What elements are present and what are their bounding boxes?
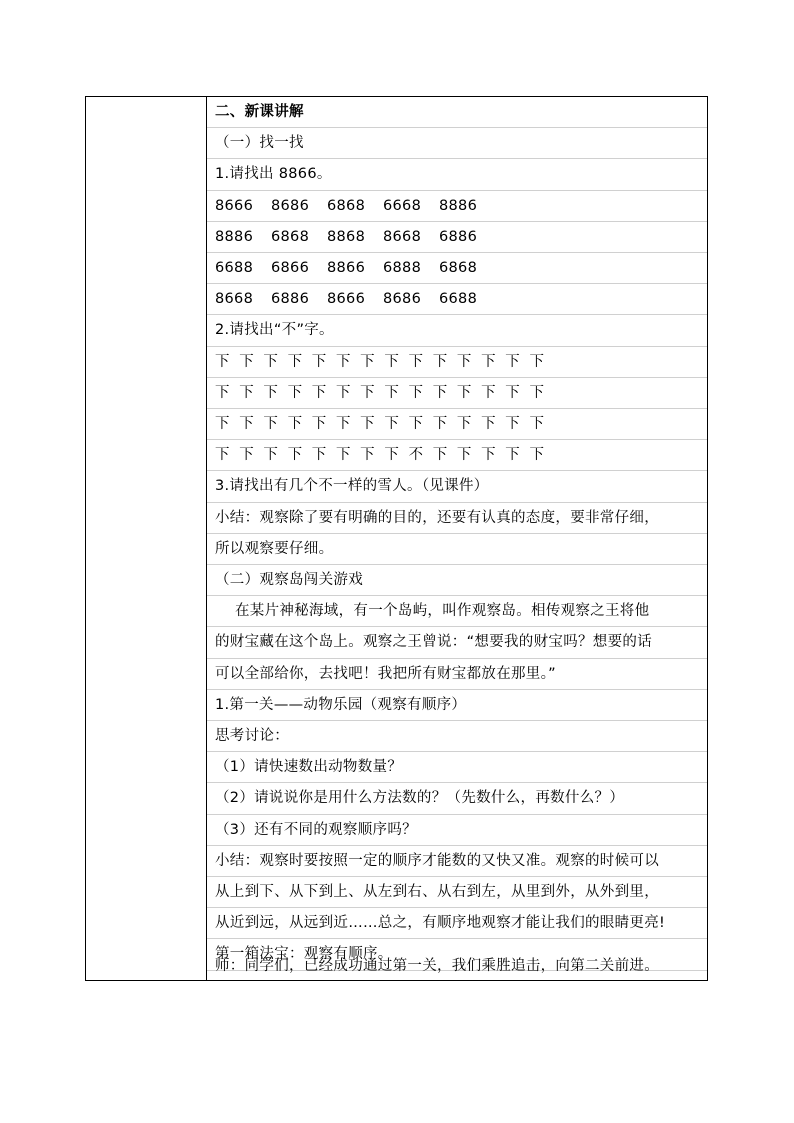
number-cell: 6866 [271,260,310,276]
char-cell: 下 [481,416,496,432]
discussion-label: 思考讨论： [215,728,289,744]
char-cell: 下 [311,447,327,464]
summary2-line: 从上到下、从下到上、从左到右、从右到左，从里到外，从外到里， [215,884,659,900]
char-cell: 下 [263,384,279,401]
char-row [207,378,707,409]
summary2-line: 从近到远，从远到近……总之，有顺序地观察才能让我们的眼睛更亮! [215,915,666,932]
summary1-line: 小结：观察除了要有明确的目的，还要有认真的态度，要非常仔细， [215,509,659,526]
char-row [207,440,707,471]
number-cell: 6868 [271,228,310,245]
content-line [207,783,707,814]
content-cell [207,97,707,980]
number-cell: 8666 [215,197,254,214]
char-cell: 下 [408,353,424,370]
story-line: 在某片神秘海域，有一个岛屿，叫作观察岛。相传观察之王将他 [235,603,650,620]
content-line [207,315,707,346]
char-cell: 下 [311,353,327,370]
part1-title: （一）找一找 [215,135,304,152]
number-cell: 6888 [383,260,422,276]
number-cell: 6668 [383,197,422,214]
char-cell: 下 [432,353,448,370]
char-cell: 下 [456,416,472,432]
char-row [207,409,707,440]
char-cell: 下 [360,384,375,401]
char-cell: 下 [239,416,254,432]
number-cell: 8886 [439,197,478,214]
char-cell: 下 [456,447,472,464]
story-line: 的财宝藏在这个岛上。观察之王曾说：“想要我的财宝吗？想要的话 [215,634,653,651]
char-cell: 下 [263,416,279,432]
content-line [207,815,707,846]
char-cell: 下 [287,416,303,432]
char-cell: 下 [456,353,472,370]
question-3: （3）还有不同的观察顺序吗？ [215,821,417,838]
teacher-line: 师：同学们，已经成功通过第一关，我们乘胜追击，向第二关前进。 [215,957,659,974]
char-cell: 下 [384,447,400,464]
char-cell: 下 [384,384,400,401]
char-cell: 下 [335,353,351,370]
char-cell: 下 [432,416,448,432]
char-cell: 下 [481,353,496,370]
treasure-line: 第一箱法宝：观察有顺序。 [215,946,393,963]
char-cell: 下 [215,447,230,464]
char-cell: 下 [360,447,375,464]
char-cell: 下 [505,447,521,464]
char-cell: 下 [239,353,254,370]
number-cell: 6886 [271,291,310,308]
number-row [207,284,707,315]
number-cell: 8686 [271,197,310,214]
char-cell: 下 [529,416,545,432]
content-line [207,752,707,783]
char-cell: 下 [408,416,424,432]
char-cell: 下 [215,384,230,401]
char-cell: 下 [529,447,545,464]
content-line [207,690,707,721]
number-cell: 8886 [215,228,254,245]
number-cell: 8686 [383,291,422,308]
number-row [207,253,707,284]
content-line [207,951,707,982]
content-line [207,503,707,534]
char-cell: 下 [481,447,496,464]
content-line [207,159,707,190]
content-line [207,128,707,159]
char-cell: 下 [335,416,351,432]
number-cell: 6688 [215,260,254,276]
content-line [207,565,707,596]
number-cell: 6886 [439,228,478,245]
story-line: 可以全部给你，去找吧！我把所有财宝都放在那里。” [215,665,556,682]
char-cell: 下 [384,353,400,370]
level1-title: 1.第一关——动物乐园（观察有顺序） [215,696,467,713]
char-cell: 下 [505,353,521,370]
char-cell: 下 [481,384,496,401]
char-cell: 下 [287,353,303,370]
char-cell: 下 [215,416,230,432]
char-cell: 下 [263,353,279,370]
char-cell: 下 [384,416,400,432]
task1-text: 1.请找出 8866。 [215,166,332,183]
number-cell: 8668 [215,291,254,308]
number-cell: 8668 [383,228,422,245]
content-line [207,908,707,939]
content-line [207,721,707,752]
number-row [207,222,707,253]
char-cell: 下 [239,447,254,464]
char-cell: 下 [311,416,327,432]
content-line [207,846,707,877]
char-row [207,347,707,378]
char-cell: 下 [215,353,230,370]
number-cell: 8868 [327,228,366,245]
number-cell: 6868 [439,260,478,276]
content-line [207,471,707,502]
char-cell: 下 [529,384,545,401]
number-cell: 6868 [327,197,366,214]
char-cell: 下 [335,384,351,401]
char-cell: 下 [239,384,254,401]
summary2-line: 小结：观察时要按照一定的顺序才能数的又快又准。观察的时候可以 [215,852,659,869]
content-line [207,659,707,690]
char-cell: 下 [432,384,448,401]
char-cell: 下 [335,447,351,464]
char-cell: 下 [360,353,375,370]
task2-text: 2.请找出“不”字。 [215,322,334,339]
part2-title: （二）观察岛闯关游戏 [215,572,363,588]
question-2: （2）请说说你是用什么方法数的？（先数什么，再数什么？） [215,790,625,807]
char-cell: 下 [263,447,279,464]
char-cell: 下 [432,447,448,464]
char-cell: 下 [529,353,545,370]
char-cell: 下 [505,384,521,401]
summary1-line: 所以观察要仔细。 [215,540,334,557]
number-row [207,191,707,222]
lesson-table [85,96,708,981]
char-cell: 下 [311,384,327,401]
char-cell: 下 [456,384,472,401]
content-line [207,877,707,908]
left-column-cell [86,97,207,980]
content-line [207,627,707,658]
char-cell: 下 [408,384,424,401]
number-cell: 6688 [439,291,478,308]
section-title: 二、新课讲解 [215,104,304,120]
char-cell: 不 [408,447,424,464]
content-line [207,534,707,565]
task3-text: 3.请找出有几个不一样的雪人。（见课件） [215,478,489,495]
number-cell: 8666 [327,291,366,308]
char-cell: 下 [505,416,521,432]
content-line [207,596,707,627]
question-1: （1）请快速数出动物数量？ [215,759,403,776]
char-cell: 下 [287,384,303,401]
content-line [207,97,707,128]
number-cell: 8866 [327,260,366,276]
char-cell: 下 [287,447,303,464]
char-cell: 下 [360,416,375,432]
